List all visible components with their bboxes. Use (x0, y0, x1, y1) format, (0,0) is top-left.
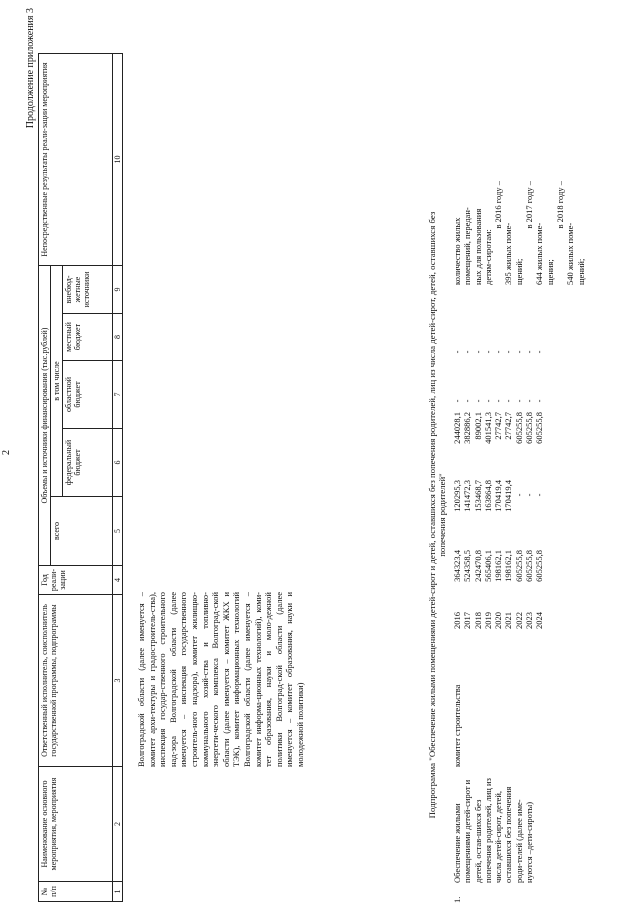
total-cell: 565406,1 (482, 550, 493, 582)
header-extra: внебюд-жетные источники (63, 266, 113, 314)
result-line: щений; (575, 258, 586, 285)
year-cell: 2017 (462, 612, 473, 629)
regional-cell: 244028,1 (452, 412, 462, 444)
result-line: 395 жилых поме- (503, 222, 514, 285)
result-line: ных для пользования (472, 208, 483, 285)
local-cell: - (534, 399, 545, 403)
col-number: 2 (113, 767, 123, 882)
year-cell: 2024 (534, 612, 545, 629)
regional-column (452, 412, 545, 462)
header-results: Непосредственные результаты реали-зации мероприятия (39, 54, 113, 266)
header-num: № п/п (39, 882, 113, 902)
col-number: 3 (113, 595, 123, 767)
regional-cell: 605255,8 (534, 412, 545, 444)
year-cell: 2023 (524, 612, 535, 629)
result-line: количество жилых (452, 217, 462, 285)
total-cell: 605255,8 (524, 550, 535, 582)
total-cell: 198162,1 (493, 550, 504, 582)
extra-cell: - (482, 350, 493, 354)
federal-cell: 170419,4 (493, 480, 504, 512)
header-total: всего (51, 497, 113, 566)
federal-cell: - (534, 493, 545, 497)
page-number: 2 (1, 450, 12, 455)
result-line: в 2018 году – (554, 181, 565, 229)
federal-cell: 120295,3 (452, 480, 462, 512)
col-number: 1 (113, 882, 123, 902)
total-cell: 198162,1 (503, 550, 514, 582)
header-financing: Объемы и источники финансирования (тыс.рублей) (39, 266, 51, 566)
col-number: 8 (113, 314, 123, 361)
federal-column (452, 480, 545, 530)
result-line: щений; (513, 258, 524, 285)
local-cell: - (503, 399, 514, 403)
year-cell: 2018 (472, 612, 483, 629)
total-cell: 605255,8 (534, 550, 545, 582)
federal-cell: 141472,3 (462, 480, 473, 512)
extra-cell: - (513, 350, 524, 354)
federal-cell: 163864,8 (482, 480, 493, 512)
regional-cell: 605255,8 (524, 412, 535, 444)
header-year: Год реали-зации (39, 566, 113, 595)
extra-cell: - (534, 350, 545, 354)
header-local: местный бюджет (63, 314, 113, 361)
federal-cell: 153468,7 (472, 480, 483, 512)
result-line: помещений, передан- (462, 207, 473, 285)
result-line: щения; (544, 259, 555, 285)
header-executor: Ответственный исполнитель, соисполнитель государственной программы, подпрограммы (39, 595, 113, 767)
federal-cell: 170419,4 (503, 480, 514, 512)
total-cell: 524358,5 (462, 550, 473, 582)
local-cell: - (524, 399, 535, 403)
result-line: в 2017 году – (524, 181, 535, 229)
header-name: Наименование основного мероприятия, мероприятия (39, 767, 113, 882)
executors-continuation-text: Волгоградской области (далее именуется – комитет архи-тектуры и градостроитель-ства), инспекция государ-ственного строительного над-зора Волгоградской области (далее именуется – инспекция государственного строитель-ного надзора), комитет жилищно-коммунального хозяй-ства и топливно-энергети-ческого комплекса Волгоград-ской области (далее именуется – комитет ЖКХ и ТЭК), комитет информационных технологий Волгоградской области (далее именуется – комитет информа-ционных технологий), коми-тет образования, науки и моло-дежной политики Волгоград-ской области (далее именуется – комитет образования, науки и молодежной политики) (136, 592, 305, 767)
local-column (452, 386, 545, 416)
program-table-header (38, 53, 123, 902)
year-cell: 2020 (493, 612, 504, 629)
year-cell: 2022 (513, 612, 524, 629)
result-line: 540 жилых поме- (565, 222, 576, 285)
local-cell: - (452, 399, 462, 403)
continuation-note: Продолжение приложения 3 (25, 8, 36, 129)
result-line: 644 жилых поме- (534, 222, 545, 285)
total-column (452, 550, 545, 600)
subprogram-title: Подпрограмма "Обеспечение жилыми помещениями детей-сирот и детей, оставшихся без попечения родителей, лиц из числа детей-сирот, детей, оставшихся без попечения родителей" (427, 211, 447, 819)
result-line: детям-сиротам: (482, 229, 493, 285)
local-cell: - (472, 399, 483, 403)
regional-cell: 27742,7 (493, 412, 504, 440)
local-cell: - (513, 399, 524, 403)
row-activity-name: Обеспечение жилыми помещениями детей-сирот и детей, остав-шихся без попечения родителей, лиц из числа детей-сирот, детей, оставшихся без попечения роди-телей (далее име-нуются –дети-сироты) (452, 778, 535, 883)
regional-cell: 89002,1 (472, 412, 483, 440)
header-including: в том числе (51, 266, 63, 497)
regional-cell: 382886,2 (462, 412, 473, 444)
local-cell: - (493, 399, 504, 403)
extra-cell: - (462, 350, 473, 354)
total-cell: 605255,8 (513, 550, 524, 582)
header-regional: областной бюджет (63, 361, 113, 429)
regional-cell: 27742,7 (503, 412, 514, 440)
year-cell: 2021 (503, 612, 514, 629)
col-number: 5 (113, 497, 123, 566)
regional-cell: 605255,8 (513, 412, 524, 444)
extra-column (452, 337, 545, 367)
extra-cell: - (452, 350, 462, 354)
col-number: 6 (113, 429, 123, 497)
year-cell: 2019 (482, 612, 493, 629)
extra-cell: - (472, 350, 483, 354)
results-text (452, 181, 586, 285)
year-cell: 2016 (452, 612, 462, 629)
col-number: 10 (113, 54, 123, 266)
result-line: в 2016 году – (493, 181, 504, 229)
header-federal: федеральный бюджет (63, 429, 113, 497)
extra-cell: - (493, 350, 504, 354)
local-cell: - (462, 399, 473, 403)
row-number: 1. (452, 896, 462, 903)
regional-cell: 401541,3 (482, 412, 493, 444)
total-cell: 364323,4 (452, 550, 462, 582)
extra-cell: - (503, 350, 514, 354)
federal-cell: - (513, 493, 524, 497)
total-cell: 242470,8 (472, 550, 483, 582)
federal-cell: - (524, 493, 535, 497)
row-executor: комитет строительства (452, 684, 462, 767)
extra-cell: - (524, 350, 535, 354)
col-number: 7 (113, 361, 123, 429)
local-cell: - (482, 399, 493, 403)
col-number: 9 (113, 266, 123, 314)
col-number: 4 (113, 566, 123, 595)
